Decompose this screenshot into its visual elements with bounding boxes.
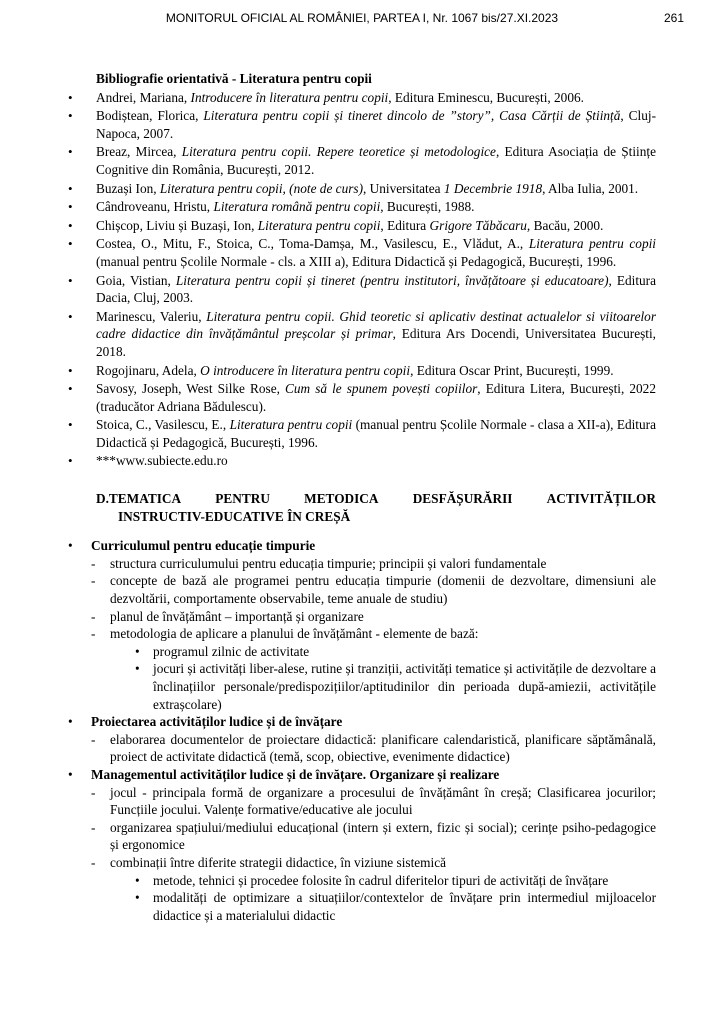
bibliography-item-after: , Editura Litera, București, 2022 (traducător Adriana Bădulescu). xyxy=(96,381,656,414)
topic-item xyxy=(110,625,656,713)
page-number: 261 xyxy=(663,11,684,25)
bibliography-item-after: (manual pentru Școlile Normale - clasa a XII-a), Editura Didactică și Pedagogică, București, 1996. xyxy=(96,417,656,450)
bibliography-item-before: Costea, O., Mitu, F., Stoica, C., Toma-Damșa, M., Vasilescu, E., Vlădut, A., xyxy=(96,236,529,252)
section-title-line1 xyxy=(96,490,656,508)
topic-item-text: elaborarea documentelor de proiectare didactică: planificare calendaristică, planificare săptămânală, proiect de activitate didactică (temă, scop, obiective, evenimente didactice) xyxy=(110,731,656,765)
topic xyxy=(68,713,656,766)
topic xyxy=(68,766,656,924)
bibliography-item-after: , Editura xyxy=(380,217,430,233)
section-title-word: PENTRU xyxy=(215,491,270,507)
bullet-icon: • xyxy=(68,714,73,730)
bibliography-item-italic: Literatura pentru copii și tineret (pentru institutori, învățătoare și educatoare) xyxy=(175,272,609,288)
topic-item-text: metodologia de aplicare a planului de învățământ - elemente de bază: xyxy=(110,626,479,642)
topic-item xyxy=(110,555,656,573)
bibliography-item-italic2: Grigore Tăbăcaru, xyxy=(429,217,531,233)
topic-item-text: planul de învățământ – importanță și organizare xyxy=(110,608,364,624)
topic-subitem: • metode, tehnici și procedee folosite în cadrul diferitelor tipuri de activități de învățare xyxy=(153,872,656,890)
topic-items xyxy=(91,555,656,713)
bibliography-item-before: Bodiștean, Florica, xyxy=(96,108,204,124)
bibliography-item-before: Stoica, C., Vasilescu, E., xyxy=(96,417,230,433)
topic-item-text: concepte de bază ale programei pentru educația timpurie (domenii de dezvoltare, dimensiuni ale dezvoltării, comportamente observabile, teme anuale de studiu) xyxy=(110,573,656,607)
bibliography-item-after: , București, 1988. xyxy=(380,199,475,215)
topic-item xyxy=(110,608,656,626)
bibliography-item-italic: O introducere în literatura pentru copii xyxy=(200,362,411,378)
bibliography-item-italic: Literatura pentru copii. Ghid teoretic si aplicativ destinat actualelor si viitoarelor cadre didactice din învățământul preșcolar și primar xyxy=(96,308,656,342)
bibliography-item-italic: Literatura pentru copii xyxy=(229,417,353,433)
bibliography-item xyxy=(96,143,656,178)
bibliography-item-italic: Literatura pentru copii și tineret dincolo de ”story”, Casa Cărții de Știință xyxy=(203,108,621,124)
topic-heading: Managementul activităților ludice și de învățare. Organizare și realizare xyxy=(91,766,500,782)
bibliography-item-after: , Editura Eminescu, București, 2006. xyxy=(388,89,584,105)
bibliography-item-before: Marinescu, Valeriu, xyxy=(96,308,207,324)
bibliography-item-italic: Literatura pentru copii xyxy=(528,236,656,252)
bibliography-item xyxy=(96,107,656,142)
bibliography-item-before: ***www.subiecte.edu.ro xyxy=(96,453,228,469)
bibliography-item xyxy=(96,89,656,107)
section-title-word: METODICA xyxy=(304,491,379,507)
topic-subitem: • programul zilnic de activitate xyxy=(153,643,656,661)
bibliography-item xyxy=(96,452,656,470)
bibliography-title: Bibliografie orientativă - Literatura pentru copii xyxy=(96,71,372,86)
bibliography-item-italic: Literatura pentru copii xyxy=(257,217,381,233)
bibliography-item xyxy=(96,416,656,451)
bibliography-item xyxy=(96,235,656,270)
section-title xyxy=(96,490,656,525)
section-title-line2: INSTRUCTIV-EDUCATIVE ÎN CREȘĂ xyxy=(118,508,351,524)
topic-item-text: structura curriculumului pentru educația timpurie; principii și valori fundamentale xyxy=(110,555,547,571)
bibliography-item-italic: Cum să le spunem povești copiilor xyxy=(285,381,478,397)
topic xyxy=(68,537,656,713)
bibliography-item xyxy=(96,272,656,307)
topic-subitems xyxy=(110,643,656,713)
journal-title: MONITORUL OFICIAL AL ROMÂNIEI, PARTEA I, Nr. 1067 bis/27.XI.2023 xyxy=(165,11,559,25)
bibliography-item-before: Cândroveanu, Hristu, xyxy=(96,199,214,215)
topic-item-text: jocul - principala formă de organizare a procesului de învățământ în creșă; Clasificarea jocurilor; Funcțiile jocului. Valențe formative/educative ale jocului xyxy=(110,784,656,818)
bibliography-item-italic: Literatura pentru copii, (note de curs) xyxy=(159,180,364,196)
bibliography-item-after2: Bacău, 2000. xyxy=(530,217,604,233)
bibliography-item-after: , Editura Oscar Print, București, 1999. xyxy=(410,362,614,378)
topic-subitem: • modalități de optimizare a situațiilor/contextelor de învățare prin intermediul mijloacelor didactice și a materialului didactic xyxy=(153,889,656,924)
bibliography-item-after: , Editura Asociația de Științe Cognitive din România, București, 2012. xyxy=(96,144,656,177)
bibliography-item-after: , Universitatea xyxy=(363,180,444,196)
bullet-icon: • xyxy=(68,766,73,782)
bibliography-item-before: Buzași Ion, xyxy=(96,180,160,196)
bibliography-item-after: , Editura Dacia, Cluj, 2003. xyxy=(96,272,656,306)
topic-items xyxy=(91,731,656,766)
page-header xyxy=(0,11,724,29)
section-title-word: ACTIVITĂȚILOR xyxy=(546,491,656,507)
topic-item xyxy=(110,572,656,607)
topic-heading: Proiectarea activităților ludice și de învățare xyxy=(91,714,343,730)
section-title-word: D.TEMATICA xyxy=(96,491,182,507)
bibliography-item xyxy=(96,217,656,235)
bibliography-item xyxy=(96,362,656,380)
bibliography-item xyxy=(96,308,656,361)
topic-item xyxy=(110,784,656,819)
bibliography-item-before: Andrei, Mariana, xyxy=(96,89,191,105)
bibliography-item xyxy=(96,380,656,415)
bibliography-item-italic: Literatura pentru copii. Repere teoretice și metodologice xyxy=(181,144,496,160)
bibliography-item-italic2: 1 Decembrie 1918 xyxy=(443,180,543,196)
bibliography-item-italic: Introducere în literatura pentru copii xyxy=(190,89,389,105)
bibliography-item-italic: Literatura română pentru copii xyxy=(213,199,381,215)
bibliography-item xyxy=(96,198,656,216)
topic-subitems xyxy=(110,872,656,925)
bibliography-item-before: Savosy, Joseph, West Silke Rose, xyxy=(96,381,286,397)
bibliography-list xyxy=(0,89,724,470)
topic-subitem: • jocuri și activități liber-alese, rutine și tranziții, activități tematice și activitățile de dezvoltare a înclinațiilor personale/predispozițiilor/aptitudinilor din perioada după-amiezii, activitățile extrașcolare) xyxy=(153,660,656,713)
bibliography-item-after: (manual pentru Școlile Normale - cls. a XIII a), Editura Didactică și Pedagogică, București, 1996. xyxy=(96,253,617,269)
topic-item-text: organizarea spațiului/mediului educațional (intern și extern, fizic și social); cerințe psiho-pedagogice și ergonomice xyxy=(110,819,656,853)
topic-item xyxy=(110,819,656,854)
bibliography-item-before: Rogojinaru, Adela, xyxy=(96,362,201,378)
topic-item-text: combinații între diferite strategii didactice, în viziune sistemică xyxy=(110,854,446,870)
topic-item xyxy=(110,854,656,924)
bibliography-item-after2: , Alba Iulia, 2001. xyxy=(542,180,639,196)
bibliography-item-before: Goia, Vistian, xyxy=(96,272,176,288)
bibliography-item-after: , Editura Ars Docendi, Universitatea București, 2018. xyxy=(96,326,656,359)
page-content xyxy=(0,70,724,924)
topic-items xyxy=(91,784,656,925)
topic-item xyxy=(110,731,656,766)
section-title-word: DESFĂȘURĂRII xyxy=(412,491,513,507)
bibliography-item xyxy=(96,180,656,198)
bullet-icon: • xyxy=(68,538,73,554)
topic-heading: Curriculumul pentru educație timpurie xyxy=(91,538,316,554)
bibliography-item-before: Chișcop, Liviu și Buzași, Ion, xyxy=(96,217,258,233)
bibliography-item-after: , Cluj-Napoca, 2007. xyxy=(96,108,656,141)
topics-list xyxy=(0,537,724,924)
bibliography-item-before: Breaz, Mircea, xyxy=(96,144,182,160)
